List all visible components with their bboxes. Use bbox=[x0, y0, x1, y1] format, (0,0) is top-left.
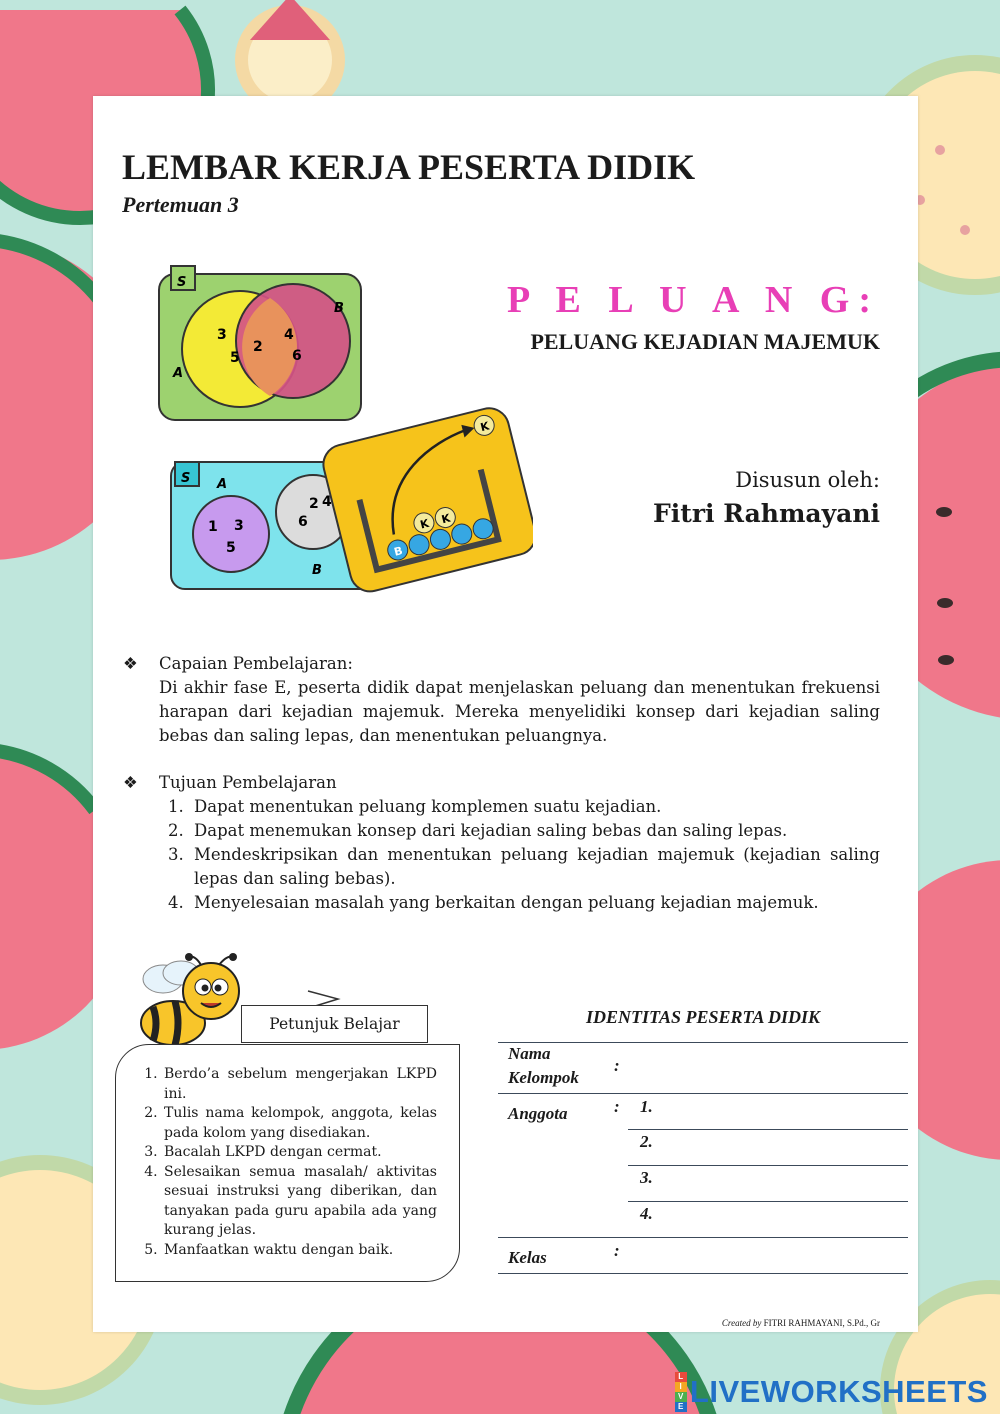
venn2-universe-label: S bbox=[181, 471, 191, 486]
live-blocks-icon bbox=[675, 1372, 687, 1412]
nama-kelompok-label-1: Nama bbox=[508, 1044, 551, 1063]
venn1-a-value: 5 bbox=[230, 350, 240, 366]
venn2-a-value: 3 bbox=[234, 518, 244, 534]
ball-k-label: K bbox=[440, 511, 452, 527]
tujuan-section bbox=[123, 771, 880, 915]
venn2-a-value: 5 bbox=[226, 540, 236, 556]
capaian-section bbox=[123, 652, 880, 748]
venn1-universe-label: S bbox=[177, 275, 187, 290]
live-letter: L bbox=[675, 1372, 687, 1382]
topic-subtitle: PELUANG KEJADIAN MAJEMUK bbox=[530, 329, 880, 354]
venn1-b-value: 4 bbox=[284, 327, 294, 343]
member-number: 1. bbox=[640, 1097, 653, 1116]
created-by bbox=[722, 1318, 880, 1328]
author-label: Disusun oleh: bbox=[735, 468, 880, 492]
live-letter: I bbox=[675, 1382, 687, 1392]
diamond-bullet-icon: ❖ bbox=[123, 773, 138, 792]
divider bbox=[498, 1273, 908, 1274]
meeting-subtitle: Pertemuan 3 bbox=[122, 192, 239, 217]
venn1-b-value: 6 bbox=[292, 348, 302, 364]
tujuan-heading: Tujuan Pembelajaran bbox=[159, 773, 337, 792]
tujuan-list bbox=[123, 795, 880, 915]
list-item: 3. Mendeskripsikan dan menentukan peluang kejadian majemuk (kejadian saling lepas dan saling bebas). bbox=[189, 843, 880, 891]
ball-b-label: B bbox=[392, 544, 404, 559]
kelas-label: Kelas bbox=[508, 1248, 547, 1267]
venn1-intersection-value: 2 bbox=[253, 339, 263, 355]
petunjuk-list bbox=[116, 1065, 437, 1260]
list-item: 3. Bacalah LKPD dengan cermat. bbox=[162, 1143, 437, 1163]
nama-kelompok-label-2: Kelompok bbox=[508, 1068, 579, 1087]
diamond-bullet-icon: ❖ bbox=[123, 654, 138, 673]
petunjuk-label: Petunjuk Belajar bbox=[241, 1005, 428, 1043]
ball-box-card bbox=[319, 404, 533, 596]
divider bbox=[628, 1129, 908, 1130]
venn2-a-value: 1 bbox=[208, 519, 218, 535]
venn1-set-a-label: A bbox=[173, 366, 184, 381]
venn1-a-value: 3 bbox=[217, 327, 227, 343]
divider bbox=[498, 1237, 908, 1238]
divider bbox=[628, 1201, 908, 1202]
list-item: 5. Manfaatkan waktu dengan baik. bbox=[162, 1241, 437, 1261]
member-number: 3. bbox=[640, 1168, 653, 1187]
capaian-body: Di akhir fase E, peserta didik dapat menjelaskan peluang dan menentukan frekuensi harapan dari kejadian majemuk. Mereka menyelidiki konsep dari kejadian saling bebas dan saling lepas, dan menentukan peluangnya. bbox=[159, 678, 880, 745]
creator-name: FITRI RAHMAYANI, S.Pd., Gr bbox=[763, 1318, 880, 1328]
venn-diagram-intersecting bbox=[159, 266, 361, 420]
venn2-b-value: 2 bbox=[309, 496, 319, 512]
venn2-set-b-label: B bbox=[312, 563, 322, 578]
list-item: 2. Tulis nama kelompok, anggota, kelas pada kolom yang disediakan. bbox=[162, 1104, 437, 1143]
brand-name: LIVEWORKSHEETS bbox=[689, 1374, 988, 1409]
venn2-b-value: 6 bbox=[298, 514, 308, 530]
ball-k-label: K bbox=[479, 419, 491, 435]
list-item: 4. Selesaikan semua masalah/ aktivitas sesuai instruksi yang diberikan, dan tanyakan pada guru apabila ada yang kurang jelas. bbox=[162, 1163, 437, 1241]
list-item: 2. Dapat menemukan konsep dari kejadian saling bebas dan saling lepas. bbox=[189, 819, 880, 843]
petunjuk-box bbox=[115, 1044, 460, 1282]
colon: : bbox=[614, 1056, 620, 1075]
divider bbox=[498, 1093, 908, 1094]
member-number: 4. bbox=[640, 1204, 653, 1223]
probability-illustration bbox=[153, 256, 533, 601]
author-name: Fitri Rahmayani bbox=[653, 499, 880, 528]
worksheet-title: LEMBAR KERJA PESERTA DIDIK bbox=[122, 147, 696, 187]
capaian-heading: Capaian Pembelajaran: bbox=[159, 654, 353, 673]
divider bbox=[628, 1165, 908, 1166]
list-item: 1. Berdo’a sebelum mengerjakan LKPD ini. bbox=[162, 1065, 437, 1104]
ball-k-label: K bbox=[418, 516, 431, 532]
member-number: 2. bbox=[640, 1132, 653, 1151]
divider bbox=[498, 1042, 908, 1043]
anggota-label: Anggota bbox=[508, 1104, 568, 1123]
live-letter: E bbox=[675, 1402, 687, 1412]
list-item: 1. Dapat menentukan peluang komplemen suatu kejadian. bbox=[189, 795, 880, 819]
venn1-set-b-label: B bbox=[334, 301, 344, 316]
colon: : bbox=[614, 1097, 620, 1116]
live-letter: V bbox=[675, 1392, 687, 1402]
colon: : bbox=[614, 1241, 620, 1260]
created-by-label: Created by bbox=[721, 1318, 762, 1328]
venn2-b-value: 4 bbox=[322, 494, 332, 510]
worksheet-page bbox=[93, 96, 918, 1332]
liveworksheets-logo[interactable] bbox=[675, 1372, 988, 1412]
list-item: 4. Menyelesaian masalah yang berkaitan dengan peluang kejadian majemuk. bbox=[189, 891, 880, 915]
venn2-set-a-label: A bbox=[217, 477, 228, 492]
identitas-title: IDENTITAS PESERTA DIDIK bbox=[585, 1007, 821, 1027]
topic-title: P E L U A N G: bbox=[506, 279, 880, 321]
